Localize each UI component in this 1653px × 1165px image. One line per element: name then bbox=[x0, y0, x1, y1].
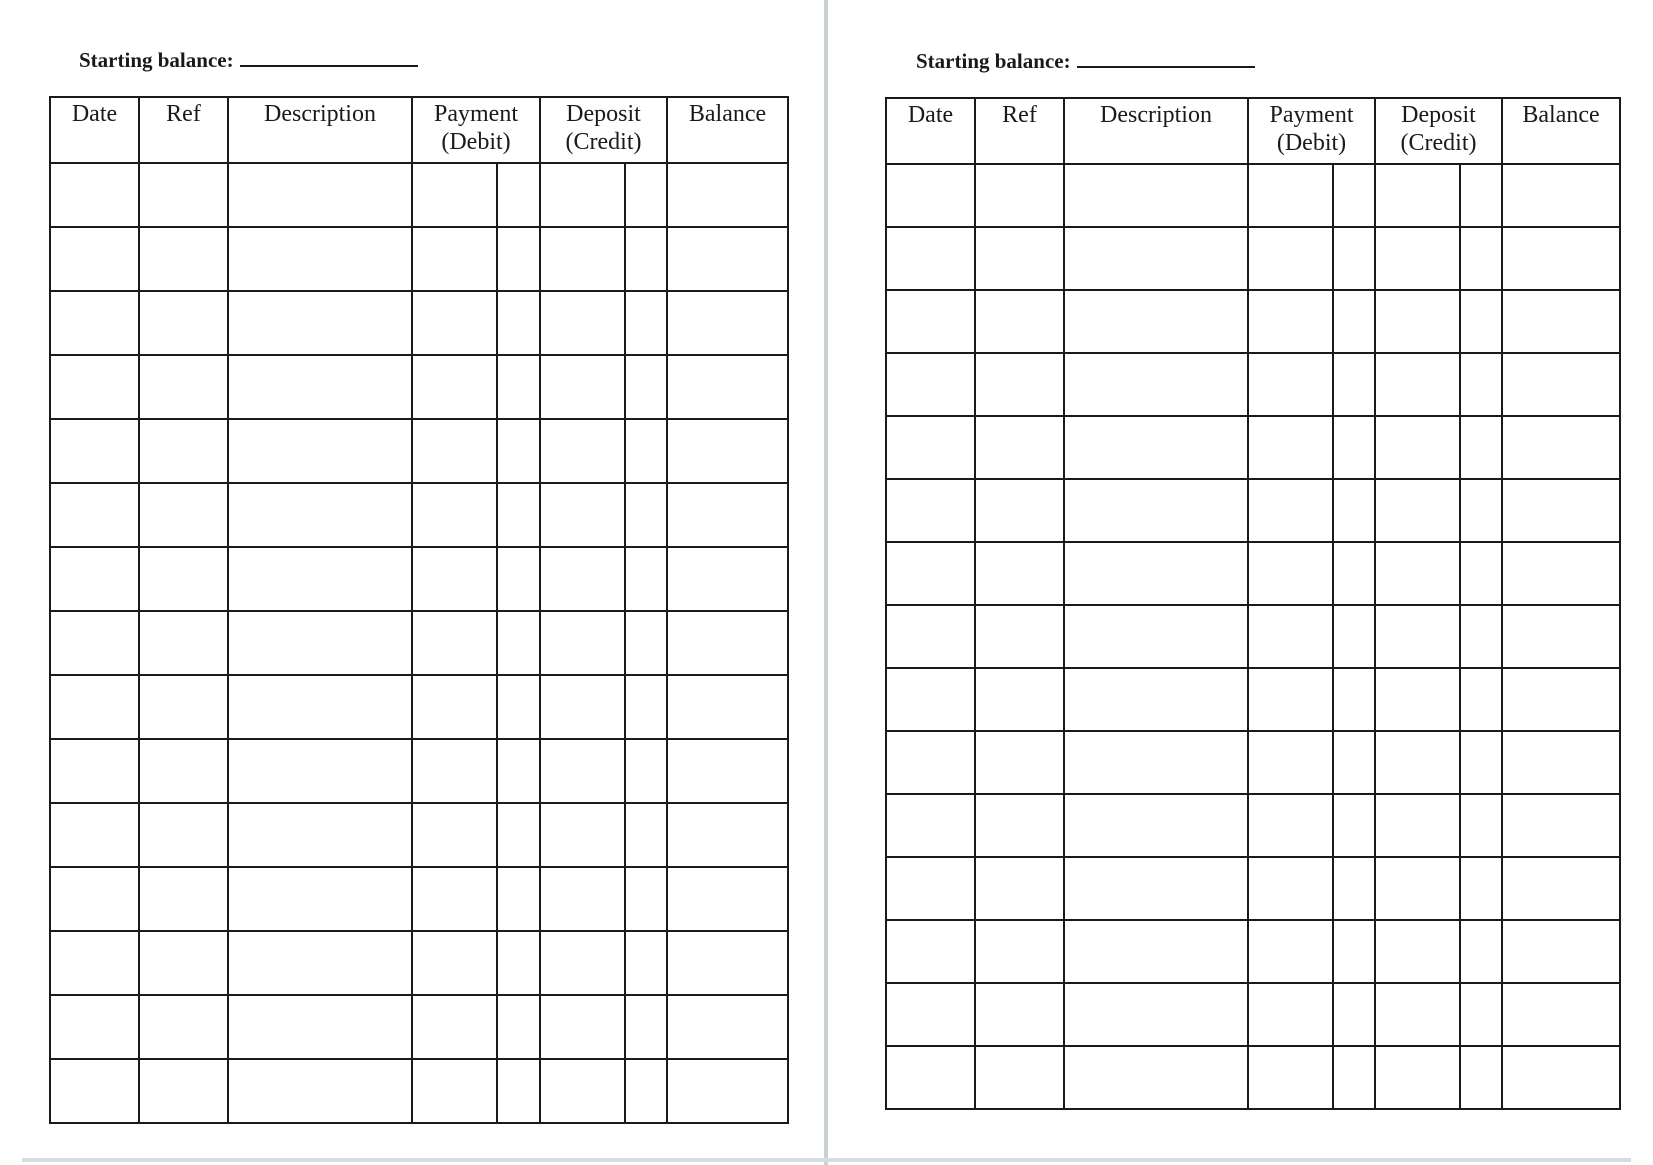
deposit-cents-cell[interactable] bbox=[625, 163, 667, 227]
payment-dollars-cell[interactable] bbox=[412, 611, 497, 675]
balance-cell[interactable] bbox=[667, 611, 788, 675]
deposit-cents-cell[interactable] bbox=[625, 739, 667, 803]
deposit-dollars-cell[interactable] bbox=[540, 931, 625, 995]
date-cell[interactable] bbox=[886, 605, 975, 668]
ref-cell[interactable] bbox=[975, 416, 1064, 479]
description-cell[interactable] bbox=[228, 483, 412, 547]
column-header-description: Description bbox=[228, 97, 412, 163]
description-cell[interactable] bbox=[228, 867, 412, 931]
deposit-cents-cell[interactable] bbox=[625, 803, 667, 867]
date-cell[interactable] bbox=[886, 290, 975, 353]
payment-cents-cell[interactable] bbox=[497, 739, 540, 803]
deposit-dollars-cell[interactable] bbox=[1375, 983, 1460, 1046]
payment-cents-cell[interactable] bbox=[1333, 227, 1375, 290]
payment-cents-cell[interactable] bbox=[1333, 920, 1375, 983]
column-header-date: Date bbox=[886, 98, 975, 164]
register-rows bbox=[50, 163, 788, 1123]
header-row bbox=[50, 97, 788, 163]
balance-cell[interactable] bbox=[667, 803, 788, 867]
column-header-deposit: Deposit (Credit) bbox=[540, 97, 667, 163]
deposit-dollars-cell[interactable] bbox=[1375, 857, 1460, 920]
payment-cents-cell[interactable] bbox=[1333, 731, 1375, 794]
table-row bbox=[886, 794, 1620, 857]
payment-dollars-cell[interactable] bbox=[1248, 353, 1333, 416]
balance-cell[interactable] bbox=[667, 1059, 788, 1123]
payment-cents-cell[interactable] bbox=[1333, 668, 1375, 731]
date-cell[interactable] bbox=[50, 611, 139, 675]
table-row bbox=[50, 803, 788, 867]
payment-cents-cell[interactable] bbox=[497, 931, 540, 995]
deposit-cents-cell[interactable] bbox=[1460, 668, 1502, 731]
date-cell[interactable] bbox=[50, 483, 139, 547]
deposit-cents-cell[interactable] bbox=[1460, 479, 1502, 542]
ref-cell[interactable] bbox=[975, 605, 1064, 668]
date-cell[interactable] bbox=[886, 416, 975, 479]
payment-dollars-cell[interactable] bbox=[412, 483, 497, 547]
deposit-dollars-cell[interactable] bbox=[540, 227, 625, 291]
date-cell[interactable] bbox=[50, 227, 139, 291]
table-row bbox=[50, 611, 788, 675]
table-row bbox=[50, 867, 788, 931]
payment-cents-cell[interactable] bbox=[497, 291, 540, 355]
payment-cents-cell[interactable] bbox=[1333, 479, 1375, 542]
deposit-dollars-cell[interactable] bbox=[540, 739, 625, 803]
deposit-dollars-cell[interactable] bbox=[540, 291, 625, 355]
ref-cell[interactable] bbox=[975, 794, 1064, 857]
description-cell[interactable] bbox=[228, 163, 412, 227]
register-page-right bbox=[828, 0, 1653, 1165]
description-cell[interactable] bbox=[228, 675, 412, 739]
payment-cents-cell[interactable] bbox=[1333, 542, 1375, 605]
date-cell[interactable] bbox=[886, 731, 975, 794]
ref-cell[interactable] bbox=[139, 803, 228, 867]
deposit-cents-cell[interactable] bbox=[1460, 290, 1502, 353]
balance-cell[interactable] bbox=[1502, 542, 1620, 605]
table-row bbox=[50, 547, 788, 611]
header-row bbox=[886, 98, 1620, 164]
table-row bbox=[886, 479, 1620, 542]
table-row bbox=[886, 920, 1620, 983]
payment-cents-cell[interactable] bbox=[497, 995, 540, 1059]
deposit-cents-cell[interactable] bbox=[625, 227, 667, 291]
payment-dollars-cell[interactable] bbox=[412, 1059, 497, 1123]
deposit-dollars-cell[interactable] bbox=[1375, 416, 1460, 479]
deposit-dollars-cell[interactable] bbox=[1375, 164, 1460, 227]
deposit-dollars-cell[interactable] bbox=[1375, 794, 1460, 857]
deposit-cents-cell[interactable] bbox=[1460, 416, 1502, 479]
deposit-cents-cell[interactable] bbox=[625, 611, 667, 675]
payment-dollars-cell[interactable] bbox=[1248, 731, 1333, 794]
description-cell[interactable] bbox=[228, 931, 412, 995]
balance-cell[interactable] bbox=[1502, 290, 1620, 353]
ref-cell[interactable] bbox=[975, 920, 1064, 983]
date-cell[interactable] bbox=[50, 675, 139, 739]
deposit-dollars-cell[interactable] bbox=[540, 355, 625, 419]
payment-dollars-cell[interactable] bbox=[1248, 668, 1333, 731]
payment-dollars-cell[interactable] bbox=[412, 675, 497, 739]
description-cell[interactable] bbox=[1064, 1046, 1248, 1109]
ref-cell[interactable] bbox=[139, 739, 228, 803]
table-row bbox=[50, 355, 788, 419]
table-row bbox=[886, 731, 1620, 794]
deposit-cents-cell[interactable] bbox=[625, 1059, 667, 1123]
ref-cell[interactable] bbox=[139, 675, 228, 739]
description-cell[interactable] bbox=[1064, 164, 1248, 227]
date-cell[interactable] bbox=[50, 867, 139, 931]
date-cell[interactable] bbox=[886, 857, 975, 920]
column-header-payment: Payment (Debit) bbox=[412, 97, 540, 163]
payment-cents-cell[interactable] bbox=[497, 1059, 540, 1123]
deposit-cents-cell[interactable] bbox=[625, 931, 667, 995]
date-cell[interactable] bbox=[886, 353, 975, 416]
date-cell[interactable] bbox=[886, 983, 975, 1046]
ref-cell[interactable] bbox=[975, 983, 1064, 1046]
date-cell[interactable] bbox=[50, 547, 139, 611]
table-row bbox=[50, 483, 788, 547]
starting-balance-blank[interactable] bbox=[1077, 50, 1255, 68]
deposit-cents-cell[interactable] bbox=[625, 995, 667, 1059]
table-row bbox=[50, 675, 788, 739]
table-row bbox=[886, 1046, 1620, 1109]
description-cell[interactable] bbox=[1064, 290, 1248, 353]
payment-dollars-cell[interactable] bbox=[412, 547, 497, 611]
payment-dollars-cell[interactable] bbox=[412, 419, 497, 483]
starting-balance bbox=[79, 48, 418, 73]
date-cell[interactable] bbox=[50, 419, 139, 483]
balance-cell[interactable] bbox=[1502, 1046, 1620, 1109]
deposit-cents-cell[interactable] bbox=[625, 675, 667, 739]
balance-cell[interactable] bbox=[667, 355, 788, 419]
description-cell[interactable] bbox=[228, 547, 412, 611]
date-cell[interactable] bbox=[50, 291, 139, 355]
payment-cents-cell[interactable] bbox=[497, 355, 540, 419]
payment-cents-cell[interactable] bbox=[1333, 983, 1375, 1046]
date-cell[interactable] bbox=[886, 164, 975, 227]
payment-dollars-cell[interactable] bbox=[412, 227, 497, 291]
payment-dollars-cell[interactable] bbox=[412, 931, 497, 995]
table-row bbox=[886, 227, 1620, 290]
deposit-cents-cell[interactable] bbox=[1460, 983, 1502, 1046]
balance-cell[interactable] bbox=[667, 163, 788, 227]
payment-dollars-cell[interactable] bbox=[412, 291, 497, 355]
deposit-cents-cell[interactable] bbox=[625, 547, 667, 611]
table-row bbox=[886, 857, 1620, 920]
column-header-deposit: Deposit (Credit) bbox=[1375, 98, 1502, 164]
deposit-cents-cell[interactable] bbox=[1460, 353, 1502, 416]
deposit-dollars-cell[interactable] bbox=[1375, 1046, 1460, 1109]
payment-dollars-cell[interactable] bbox=[412, 803, 497, 867]
ref-cell[interactable] bbox=[975, 1046, 1064, 1109]
column-header-description: Description bbox=[1064, 98, 1248, 164]
deposit-cents-cell[interactable] bbox=[625, 355, 667, 419]
balance-cell[interactable] bbox=[667, 291, 788, 355]
ref-cell[interactable] bbox=[139, 931, 228, 995]
description-cell[interactable] bbox=[1064, 857, 1248, 920]
payment-dollars-cell[interactable] bbox=[412, 163, 497, 227]
deposit-dollars-cell[interactable] bbox=[540, 483, 625, 547]
table-row bbox=[886, 164, 1620, 227]
deposit-cents-cell[interactable] bbox=[1460, 920, 1502, 983]
ref-cell[interactable] bbox=[139, 483, 228, 547]
balance-cell[interactable] bbox=[1502, 668, 1620, 731]
column-header-balance: Balance bbox=[1502, 98, 1620, 164]
register-rows bbox=[886, 164, 1620, 1109]
description-cell[interactable] bbox=[228, 355, 412, 419]
ref-cell[interactable] bbox=[139, 867, 228, 931]
deposit-dollars-cell[interactable] bbox=[540, 1059, 625, 1123]
balance-cell[interactable] bbox=[667, 675, 788, 739]
date-cell[interactable] bbox=[50, 995, 139, 1059]
payment-dollars-cell[interactable] bbox=[1248, 1046, 1333, 1109]
table-row bbox=[886, 983, 1620, 1046]
table-row bbox=[50, 419, 788, 483]
payment-cents-cell[interactable] bbox=[497, 483, 540, 547]
table-row bbox=[886, 353, 1620, 416]
deposit-dollars-cell[interactable] bbox=[1375, 227, 1460, 290]
register-page-left bbox=[0, 0, 826, 1165]
payment-dollars-cell[interactable] bbox=[1248, 290, 1333, 353]
description-cell[interactable] bbox=[228, 1059, 412, 1123]
payment-dollars-cell[interactable] bbox=[1248, 416, 1333, 479]
ref-cell[interactable] bbox=[975, 731, 1064, 794]
date-cell[interactable] bbox=[886, 227, 975, 290]
description-cell[interactable] bbox=[1064, 605, 1248, 668]
balance-cell[interactable] bbox=[1502, 983, 1620, 1046]
balance-cell[interactable] bbox=[1502, 353, 1620, 416]
starting-balance-blank[interactable] bbox=[240, 49, 418, 67]
ref-cell[interactable] bbox=[139, 1059, 228, 1123]
date-cell[interactable] bbox=[886, 1046, 975, 1109]
deposit-cents-cell[interactable] bbox=[1460, 227, 1502, 290]
column-header-date: Date bbox=[50, 97, 139, 163]
description-cell[interactable] bbox=[1064, 920, 1248, 983]
balance-cell[interactable] bbox=[1502, 731, 1620, 794]
deposit-cents-cell[interactable] bbox=[1460, 794, 1502, 857]
table-row bbox=[50, 931, 788, 995]
description-cell[interactable] bbox=[228, 995, 412, 1059]
balance-cell[interactable] bbox=[667, 739, 788, 803]
payment-dollars-cell[interactable] bbox=[1248, 605, 1333, 668]
date-cell[interactable] bbox=[50, 803, 139, 867]
date-cell[interactable] bbox=[50, 931, 139, 995]
deposit-cents-cell[interactable] bbox=[1460, 542, 1502, 605]
ref-cell[interactable] bbox=[139, 547, 228, 611]
payment-dollars-cell[interactable] bbox=[1248, 479, 1333, 542]
date-cell[interactable] bbox=[50, 739, 139, 803]
payment-dollars-cell[interactable] bbox=[1248, 227, 1333, 290]
deposit-dollars-cell[interactable] bbox=[1375, 353, 1460, 416]
deposit-cents-cell[interactable] bbox=[1460, 164, 1502, 227]
payment-dollars-cell[interactable] bbox=[1248, 164, 1333, 227]
payment-cents-cell[interactable] bbox=[497, 803, 540, 867]
deposit-cents-cell[interactable] bbox=[625, 867, 667, 931]
table-row bbox=[50, 227, 788, 291]
ref-cell[interactable] bbox=[139, 227, 228, 291]
date-cell[interactable] bbox=[50, 163, 139, 227]
balance-cell[interactable] bbox=[1502, 416, 1620, 479]
date-cell[interactable] bbox=[886, 479, 975, 542]
starting-balance bbox=[916, 49, 1255, 74]
description-cell[interactable] bbox=[228, 291, 412, 355]
deposit-cents-cell[interactable] bbox=[625, 291, 667, 355]
balance-cell[interactable] bbox=[667, 995, 788, 1059]
description-cell[interactable] bbox=[1064, 668, 1248, 731]
deposit-cents-cell[interactable] bbox=[1460, 605, 1502, 668]
deposit-dollars-cell[interactable] bbox=[540, 867, 625, 931]
payment-dollars-cell[interactable] bbox=[1248, 794, 1333, 857]
table-row bbox=[886, 668, 1620, 731]
balance-cell[interactable] bbox=[1502, 794, 1620, 857]
description-cell[interactable] bbox=[228, 227, 412, 291]
table-row bbox=[886, 290, 1620, 353]
deposit-dollars-cell[interactable] bbox=[540, 675, 625, 739]
ref-cell[interactable] bbox=[975, 542, 1064, 605]
date-cell[interactable] bbox=[886, 920, 975, 983]
balance-cell[interactable] bbox=[667, 867, 788, 931]
payment-cents-cell[interactable] bbox=[1333, 416, 1375, 479]
date-cell[interactable] bbox=[50, 1059, 139, 1123]
deposit-dollars-cell[interactable] bbox=[540, 803, 625, 867]
description-cell[interactable] bbox=[1064, 416, 1248, 479]
deposit-dollars-cell[interactable] bbox=[540, 995, 625, 1059]
ref-cell[interactable] bbox=[139, 611, 228, 675]
payment-dollars-cell[interactable] bbox=[1248, 920, 1333, 983]
table-row bbox=[50, 995, 788, 1059]
description-cell[interactable] bbox=[228, 419, 412, 483]
payment-cents-cell[interactable] bbox=[1333, 794, 1375, 857]
column-header-balance: Balance bbox=[667, 97, 788, 163]
description-cell[interactable] bbox=[1064, 227, 1248, 290]
deposit-dollars-cell[interactable] bbox=[1375, 542, 1460, 605]
deposit-cents-cell[interactable] bbox=[1460, 731, 1502, 794]
balance-cell[interactable] bbox=[1502, 227, 1620, 290]
payment-cents-cell[interactable] bbox=[497, 419, 540, 483]
payment-cents-cell[interactable] bbox=[497, 227, 540, 291]
register-table bbox=[49, 96, 789, 1124]
balance-cell[interactable] bbox=[667, 547, 788, 611]
table-row bbox=[886, 542, 1620, 605]
ref-cell[interactable] bbox=[975, 164, 1064, 227]
ref-cell[interactable] bbox=[139, 419, 228, 483]
balance-cell[interactable] bbox=[1502, 857, 1620, 920]
deposit-cents-cell[interactable] bbox=[625, 483, 667, 547]
payment-cents-cell[interactable] bbox=[1333, 164, 1375, 227]
description-cell[interactable] bbox=[1064, 983, 1248, 1046]
deposit-dollars-cell[interactable] bbox=[1375, 479, 1460, 542]
ref-cell[interactable] bbox=[975, 227, 1064, 290]
ref-cell[interactable] bbox=[139, 291, 228, 355]
date-cell[interactable] bbox=[50, 355, 139, 419]
payment-dollars-cell[interactable] bbox=[412, 995, 497, 1059]
payment-dollars-cell[interactable] bbox=[412, 355, 497, 419]
payment-cents-cell[interactable] bbox=[1333, 857, 1375, 920]
deposit-cents-cell[interactable] bbox=[1460, 1046, 1502, 1109]
payment-dollars-cell[interactable] bbox=[412, 867, 497, 931]
payment-cents-cell[interactable] bbox=[497, 675, 540, 739]
column-header-ref: Ref bbox=[975, 98, 1064, 164]
starting-balance-label: Starting balance: bbox=[79, 48, 234, 72]
payment-cents-cell[interactable] bbox=[497, 611, 540, 675]
deposit-cents-cell[interactable] bbox=[625, 419, 667, 483]
description-cell[interactable] bbox=[1064, 731, 1248, 794]
payment-dollars-cell[interactable] bbox=[412, 739, 497, 803]
balance-cell[interactable] bbox=[1502, 164, 1620, 227]
payment-cents-cell[interactable] bbox=[1333, 605, 1375, 668]
deposit-dollars-cell[interactable] bbox=[1375, 731, 1460, 794]
ref-cell[interactable] bbox=[975, 857, 1064, 920]
description-cell[interactable] bbox=[228, 803, 412, 867]
payment-cents-cell[interactable] bbox=[1333, 290, 1375, 353]
balance-cell[interactable] bbox=[1502, 605, 1620, 668]
balance-cell[interactable] bbox=[667, 419, 788, 483]
payment-dollars-cell[interactable] bbox=[1248, 857, 1333, 920]
description-cell[interactable] bbox=[1064, 353, 1248, 416]
description-cell[interactable] bbox=[1064, 542, 1248, 605]
date-cell[interactable] bbox=[886, 794, 975, 857]
description-cell[interactable] bbox=[228, 739, 412, 803]
payment-cents-cell[interactable] bbox=[497, 163, 540, 227]
payment-cents-cell[interactable] bbox=[1333, 1046, 1375, 1109]
table-row bbox=[50, 291, 788, 355]
table-row bbox=[886, 416, 1620, 479]
ref-cell[interactable] bbox=[975, 479, 1064, 542]
balance-cell[interactable] bbox=[1502, 479, 1620, 542]
balance-cell[interactable] bbox=[667, 483, 788, 547]
date-cell[interactable] bbox=[886, 668, 975, 731]
ref-cell[interactable] bbox=[139, 163, 228, 227]
description-cell[interactable] bbox=[228, 611, 412, 675]
deposit-dollars-cell[interactable] bbox=[1375, 290, 1460, 353]
deposit-dollars-cell[interactable] bbox=[540, 163, 625, 227]
payment-dollars-cell[interactable] bbox=[1248, 983, 1333, 1046]
table-row bbox=[50, 163, 788, 227]
ref-cell[interactable] bbox=[139, 995, 228, 1059]
balance-cell[interactable] bbox=[1502, 920, 1620, 983]
deposit-dollars-cell[interactable] bbox=[540, 547, 625, 611]
deposit-dollars-cell[interactable] bbox=[540, 419, 625, 483]
date-cell[interactable] bbox=[886, 542, 975, 605]
description-cell[interactable] bbox=[1064, 794, 1248, 857]
starting-balance-label: Starting balance: bbox=[916, 49, 1071, 73]
table-row bbox=[886, 605, 1620, 668]
deposit-dollars-cell[interactable] bbox=[540, 611, 625, 675]
description-cell[interactable] bbox=[1064, 479, 1248, 542]
table-row bbox=[50, 739, 788, 803]
register-table bbox=[885, 97, 1621, 1110]
payment-dollars-cell[interactable] bbox=[1248, 542, 1333, 605]
ref-cell[interactable] bbox=[139, 355, 228, 419]
deposit-dollars-cell[interactable] bbox=[1375, 668, 1460, 731]
deposit-cents-cell[interactable] bbox=[1460, 857, 1502, 920]
ref-cell[interactable] bbox=[975, 353, 1064, 416]
ref-cell[interactable] bbox=[975, 668, 1064, 731]
deposit-dollars-cell[interactable] bbox=[1375, 920, 1460, 983]
column-header-payment: Payment (Debit) bbox=[1248, 98, 1375, 164]
payment-cents-cell[interactable] bbox=[497, 547, 540, 611]
payment-cents-cell[interactable] bbox=[497, 867, 540, 931]
payment-cents-cell[interactable] bbox=[1333, 353, 1375, 416]
column-header-ref: Ref bbox=[139, 97, 228, 163]
balance-cell[interactable] bbox=[667, 227, 788, 291]
deposit-dollars-cell[interactable] bbox=[1375, 605, 1460, 668]
table-row bbox=[50, 1059, 788, 1123]
balance-cell[interactable] bbox=[667, 931, 788, 995]
ref-cell[interactable] bbox=[975, 290, 1064, 353]
